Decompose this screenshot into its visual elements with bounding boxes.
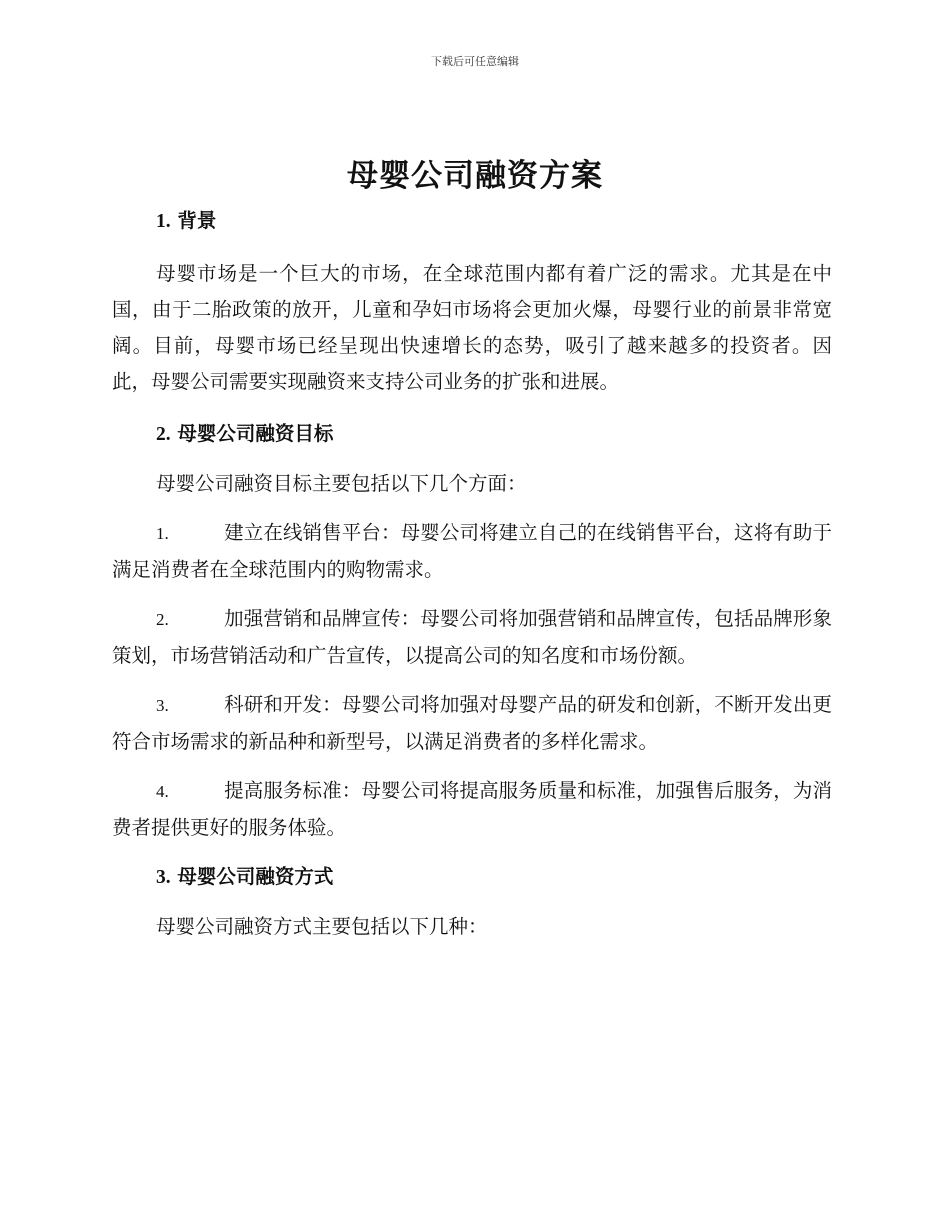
background-paragraph: 母婴市场是一个巨大的市场，在全球范围内都有着广泛的需求。尤其是在中国，由于二胎政策的放开，儿童和孕妇市场将会更加火爆，母婴行业的前景非常宽阔。目前，母婴市场已经呈现出快速增长的态势，吸引了越来越多的投资者。因此，母婴公司需要实现融资来支持公司业务的扩张和进展。 — [112, 262, 832, 393]
section-heading-text: 背景 — [177, 209, 217, 232]
page-header: 下载后可任意编辑 — [431, 55, 519, 68]
document-body — [112, 203, 832, 945]
section-heading-background — [112, 203, 832, 240]
section-heading-text: 母婴公司融资方式 — [177, 865, 334, 888]
section-number: 1. — [156, 211, 171, 232]
list-marker: 4. — [156, 782, 169, 801]
section-number: 3. — [156, 867, 171, 888]
section-heading-text: 母婴公司融资目标 — [177, 422, 334, 445]
list-item — [112, 773, 832, 846]
methods-intro-paragraph: 母婴公司融资方式主要包括以下几种： — [156, 915, 488, 938]
list-item-text: 提高服务标准：母婴公司将提高服务质量和标准，加强售后服务，为消费者提供更好的服务体验。 — [112, 779, 832, 839]
list-marker: 1. — [156, 524, 169, 543]
list-item-text: 加强营销和品牌宣传：母婴公司将加强营销和品牌宣传，包括品牌形象策划，市场营销活动和广告宣传，以提高公司的知名度和市场份额。 — [112, 607, 832, 667]
list-marker: 2. — [156, 610, 169, 629]
list-marker: 3. — [156, 696, 169, 715]
section-number: 2. — [156, 424, 171, 445]
list-item-text: 科研和开发：母婴公司将加强对母婴产品的研发和创新，不断开发出更符合市场需求的新品种和新型号，以满足消费者的多样化需求。 — [112, 693, 832, 753]
list-item-text: 建立在线销售平台：母婴公司将建立自己的在线销售平台，这将有助于满足消费者在全球范围内的购物需求。 — [112, 521, 832, 581]
goals-intro-paragraph: 母婴公司融资目标主要包括以下几个方面： — [156, 472, 527, 495]
document-title: 母婴公司融资方案 — [347, 158, 603, 194]
section-heading-goals — [112, 416, 832, 453]
section-heading-methods — [112, 859, 832, 896]
list-item — [112, 515, 832, 588]
list-item — [112, 601, 832, 674]
list-item — [112, 687, 832, 760]
